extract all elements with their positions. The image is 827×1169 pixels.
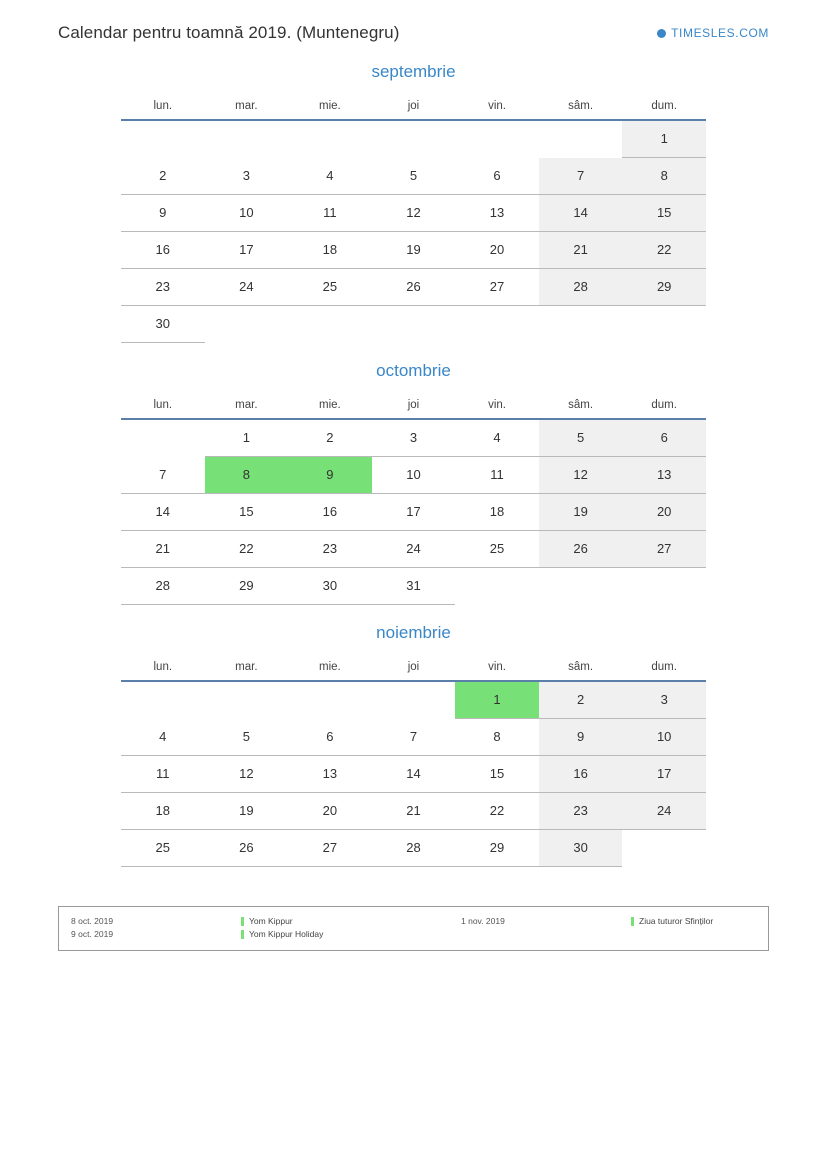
day-number: 19 bbox=[239, 803, 254, 818]
day-number: 27 bbox=[322, 840, 338, 855]
day-cell[interactable] bbox=[121, 232, 205, 269]
day-cell[interactable] bbox=[622, 719, 706, 756]
day-cell[interactable] bbox=[622, 232, 706, 269]
week-row bbox=[121, 269, 706, 306]
weekday-header: dum. bbox=[622, 657, 706, 681]
month-title: octombrie bbox=[376, 361, 451, 380]
week-row bbox=[121, 793, 706, 830]
day-number: 18 bbox=[489, 504, 505, 519]
weekday-header: joi bbox=[372, 96, 456, 120]
day-cell[interactable] bbox=[622, 120, 706, 158]
day-number: 21 bbox=[406, 803, 421, 818]
month-table bbox=[121, 657, 706, 867]
day-cell[interactable] bbox=[455, 830, 539, 867]
day-number: 26 bbox=[239, 840, 254, 855]
day-cell[interactable] bbox=[121, 195, 205, 232]
day-cell-empty bbox=[288, 681, 372, 719]
day-cell[interactable] bbox=[372, 756, 456, 793]
day-number: 8 bbox=[660, 168, 668, 183]
day-cell-empty bbox=[539, 120, 623, 158]
day-cell[interactable] bbox=[539, 531, 623, 568]
day-number: 18 bbox=[322, 242, 338, 257]
day-cell[interactable] bbox=[372, 531, 456, 568]
day-cell[interactable] bbox=[622, 269, 706, 306]
day-cell[interactable] bbox=[205, 830, 289, 867]
week-row bbox=[121, 306, 706, 343]
day-cell[interactable] bbox=[121, 793, 205, 830]
day-cell-empty bbox=[288, 306, 372, 343]
day-number: 7 bbox=[409, 728, 418, 744]
day-number: 17 bbox=[656, 766, 672, 781]
day-cell[interactable] bbox=[455, 756, 539, 793]
day-cell[interactable] bbox=[372, 494, 456, 531]
day-cell-empty bbox=[622, 306, 706, 343]
week-row bbox=[121, 232, 706, 269]
day-number: 20 bbox=[489, 242, 505, 257]
day-cell[interactable] bbox=[539, 756, 623, 793]
day-cell[interactable] bbox=[372, 195, 456, 232]
day-number: 11 bbox=[323, 205, 337, 220]
day-cell[interactable] bbox=[455, 269, 539, 306]
day-number: 22 bbox=[239, 541, 254, 556]
day-number: 1 bbox=[660, 131, 668, 146]
day-number: 19 bbox=[573, 504, 588, 519]
week-row bbox=[121, 195, 706, 232]
day-number: 15 bbox=[489, 766, 505, 781]
day-cell[interactable] bbox=[372, 719, 456, 756]
month-title: noiembrie bbox=[376, 623, 451, 642]
weekday-header: mar. bbox=[205, 96, 289, 120]
month-block bbox=[58, 361, 769, 605]
day-number: 29 bbox=[239, 578, 254, 593]
weekday-header-row bbox=[121, 395, 706, 419]
weekday-header-row bbox=[121, 96, 706, 120]
weekday-header: sâm. bbox=[539, 96, 623, 120]
day-number: 16 bbox=[155, 242, 171, 257]
day-number: 11 bbox=[490, 467, 504, 482]
day-number: 3 bbox=[409, 430, 418, 445]
day-cell[interactable] bbox=[121, 269, 205, 306]
weekday-header: mie. bbox=[288, 395, 372, 419]
brand-logo[interactable] bbox=[657, 26, 769, 40]
day-number: 13 bbox=[489, 205, 505, 220]
month-block bbox=[58, 623, 769, 867]
day-number: 21 bbox=[155, 541, 171, 556]
day-number: 15 bbox=[239, 504, 254, 519]
page-header bbox=[58, 18, 769, 48]
day-cell[interactable] bbox=[288, 195, 372, 232]
day-number: 10 bbox=[239, 205, 254, 220]
weekday-header: mie. bbox=[288, 657, 372, 681]
day-cell[interactable] bbox=[622, 195, 706, 232]
calendar-grid-container bbox=[58, 62, 769, 885]
day-number: 6 bbox=[660, 430, 668, 445]
legend-row bbox=[71, 915, 756, 928]
day-cell[interactable] bbox=[288, 158, 372, 195]
day-cell[interactable] bbox=[539, 681, 623, 719]
day-number: 30 bbox=[322, 578, 338, 593]
day-cell[interactable] bbox=[121, 531, 205, 568]
day-cell[interactable] bbox=[205, 494, 289, 531]
page-title: Calendar pentru toamnă 2019. (Muntenegru) bbox=[58, 23, 400, 42]
day-number: 2 bbox=[326, 430, 334, 445]
weekday-header: mar. bbox=[205, 657, 289, 681]
week-row bbox=[121, 830, 706, 867]
day-number: 4 bbox=[326, 167, 334, 183]
day-number: 12 bbox=[239, 766, 254, 781]
brand-label: TIMESLES.COM bbox=[671, 26, 769, 40]
day-cell[interactable] bbox=[288, 531, 372, 568]
day-number: 27 bbox=[656, 541, 672, 556]
day-cell[interactable] bbox=[288, 568, 372, 605]
legend-box bbox=[58, 906, 769, 951]
day-number: 13 bbox=[656, 467, 672, 482]
day-number: 9 bbox=[326, 467, 334, 482]
day-number: 20 bbox=[322, 803, 338, 818]
weekday-header: vin. bbox=[455, 96, 539, 120]
weekday-header: sâm. bbox=[539, 395, 623, 419]
day-cell-holiday[interactable] bbox=[205, 457, 289, 494]
legend-date: 1 nov. 2019 bbox=[461, 916, 505, 926]
day-number: 11 bbox=[156, 766, 170, 781]
day-cell[interactable] bbox=[121, 306, 205, 343]
day-cell[interactable] bbox=[372, 830, 456, 867]
day-cell[interactable] bbox=[455, 793, 539, 830]
month-table bbox=[121, 395, 706, 605]
day-cell[interactable] bbox=[288, 830, 372, 867]
day-number: 2 bbox=[159, 167, 167, 183]
legend-holiday-name: Yom Kippur Holiday bbox=[249, 929, 324, 939]
month-table bbox=[121, 96, 706, 343]
day-cell[interactable] bbox=[288, 419, 372, 457]
weekday-header: lun. bbox=[121, 395, 205, 419]
day-number: 22 bbox=[489, 803, 505, 818]
day-cell[interactable] bbox=[539, 232, 623, 269]
holiday-color-swatch bbox=[241, 930, 244, 939]
day-cell[interactable] bbox=[205, 568, 289, 605]
day-number: 16 bbox=[573, 766, 588, 781]
day-cell-empty bbox=[539, 306, 623, 343]
day-cell[interactable] bbox=[205, 419, 289, 457]
day-cell-empty bbox=[121, 419, 205, 457]
day-cell[interactable] bbox=[539, 158, 623, 195]
day-cell-empty bbox=[622, 568, 706, 605]
day-cell[interactable] bbox=[288, 756, 372, 793]
day-number: 19 bbox=[406, 242, 421, 257]
legend-date: 9 oct. 2019 bbox=[71, 929, 114, 939]
day-number: 9 bbox=[576, 729, 585, 744]
day-number: 12 bbox=[406, 205, 421, 220]
day-number: 3 bbox=[660, 692, 668, 707]
day-cell[interactable] bbox=[539, 419, 623, 457]
day-cell[interactable] bbox=[121, 756, 205, 793]
day-number: 8 bbox=[242, 467, 250, 482]
weekday-header: dum. bbox=[622, 395, 706, 419]
day-cell-empty bbox=[372, 681, 456, 719]
week-row bbox=[121, 756, 706, 793]
day-cell-holiday[interactable] bbox=[288, 457, 372, 494]
month-title: septembrie bbox=[371, 62, 456, 81]
weekday-header: lun. bbox=[121, 96, 205, 120]
legend-entry bbox=[71, 928, 461, 941]
weekday-header: vin. bbox=[455, 395, 539, 419]
day-cell[interactable] bbox=[205, 158, 289, 195]
weekday-header-row bbox=[121, 657, 706, 681]
day-number: 29 bbox=[656, 279, 672, 294]
day-number: 6 bbox=[493, 167, 501, 183]
day-cell[interactable] bbox=[205, 756, 289, 793]
day-number: 2 bbox=[576, 692, 585, 707]
day-cell-holiday[interactable] bbox=[455, 681, 539, 719]
month-block bbox=[58, 62, 769, 343]
day-cell[interactable] bbox=[372, 568, 456, 605]
day-number: 27 bbox=[489, 279, 505, 294]
day-cell-empty bbox=[288, 120, 372, 158]
day-number: 25 bbox=[155, 840, 171, 855]
day-number: 17 bbox=[239, 242, 254, 257]
legend-date: 8 oct. 2019 bbox=[71, 916, 114, 926]
day-number: 10 bbox=[406, 467, 421, 482]
day-number: 25 bbox=[322, 279, 338, 294]
day-cell-empty bbox=[121, 120, 205, 158]
holiday-color-swatch bbox=[241, 917, 244, 926]
day-cell[interactable] bbox=[539, 793, 623, 830]
day-cell[interactable] bbox=[121, 719, 205, 756]
day-number: 14 bbox=[573, 205, 588, 220]
day-number: 15 bbox=[656, 205, 672, 220]
day-number: 9 bbox=[159, 205, 167, 220]
day-number: 12 bbox=[573, 467, 588, 482]
holiday-color-swatch bbox=[631, 917, 634, 926]
day-cell[interactable] bbox=[539, 494, 623, 531]
day-number: 22 bbox=[656, 242, 672, 257]
day-number: 1 bbox=[242, 430, 250, 445]
day-number: 7 bbox=[576, 167, 585, 183]
day-cell[interactable] bbox=[622, 681, 706, 719]
day-cell[interactable] bbox=[372, 793, 456, 830]
day-cell[interactable] bbox=[622, 457, 706, 494]
day-number: 5 bbox=[242, 728, 250, 744]
day-cell[interactable] bbox=[288, 494, 372, 531]
day-cell[interactable] bbox=[121, 830, 205, 867]
day-cell[interactable] bbox=[455, 419, 539, 457]
day-cell[interactable] bbox=[622, 756, 706, 793]
day-cell[interactable] bbox=[455, 232, 539, 269]
day-cell[interactable] bbox=[372, 419, 456, 457]
day-cell[interactable] bbox=[121, 158, 205, 195]
day-number: 28 bbox=[573, 279, 588, 294]
day-cell[interactable] bbox=[455, 158, 539, 195]
day-number: 30 bbox=[573, 840, 588, 855]
day-cell-empty bbox=[539, 568, 623, 605]
day-number: 25 bbox=[489, 541, 505, 556]
day-number: 1 bbox=[493, 692, 501, 707]
day-cell[interactable] bbox=[372, 158, 456, 195]
day-cell[interactable] bbox=[455, 457, 539, 494]
legend-entry bbox=[71, 915, 461, 928]
day-number: 31 bbox=[406, 578, 421, 593]
day-cell-empty bbox=[205, 681, 289, 719]
week-row bbox=[121, 568, 706, 605]
week-row bbox=[121, 419, 706, 457]
day-cell[interactable] bbox=[455, 494, 539, 531]
day-cell[interactable] bbox=[539, 457, 623, 494]
day-number: 6 bbox=[326, 728, 334, 744]
day-cell[interactable] bbox=[205, 531, 289, 568]
day-cell[interactable] bbox=[455, 195, 539, 232]
day-cell[interactable] bbox=[455, 531, 539, 568]
day-cell-empty bbox=[622, 830, 706, 867]
day-number: 18 bbox=[155, 803, 171, 818]
day-cell[interactable] bbox=[121, 568, 205, 605]
day-number: 29 bbox=[489, 840, 505, 855]
day-number: 23 bbox=[573, 803, 588, 818]
day-cell[interactable] bbox=[372, 457, 456, 494]
day-cell[interactable] bbox=[622, 531, 706, 568]
day-number: 8 bbox=[493, 729, 501, 744]
day-cell[interactable] bbox=[121, 457, 205, 494]
day-number: 5 bbox=[576, 430, 585, 445]
weekday-header: mar. bbox=[205, 395, 289, 419]
weekday-header: joi bbox=[372, 657, 456, 681]
day-number: 24 bbox=[406, 541, 421, 556]
day-cell-empty bbox=[121, 681, 205, 719]
day-cell[interactable] bbox=[539, 830, 623, 867]
week-row bbox=[121, 494, 706, 531]
day-number: 7 bbox=[159, 466, 167, 482]
day-cell-empty bbox=[372, 120, 456, 158]
day-number: 14 bbox=[155, 504, 171, 519]
day-cell-empty bbox=[455, 568, 539, 605]
day-number: 30 bbox=[155, 316, 171, 331]
day-number: 28 bbox=[406, 840, 421, 855]
week-row bbox=[121, 681, 706, 719]
day-cell-empty bbox=[372, 306, 456, 343]
day-number: 26 bbox=[406, 279, 421, 294]
day-number: 23 bbox=[322, 541, 338, 556]
day-number: 20 bbox=[656, 504, 672, 519]
day-cell[interactable] bbox=[622, 793, 706, 830]
day-cell-empty bbox=[455, 120, 539, 158]
day-number: 26 bbox=[573, 541, 588, 556]
day-cell-empty bbox=[205, 306, 289, 343]
legend-entry bbox=[461, 915, 756, 928]
day-cell[interactable] bbox=[622, 494, 706, 531]
week-row bbox=[121, 531, 706, 568]
legend-row bbox=[71, 928, 756, 941]
day-number: 13 bbox=[322, 766, 338, 781]
day-cell[interactable] bbox=[622, 419, 706, 457]
day-cell[interactable] bbox=[121, 494, 205, 531]
weekday-header: vin. bbox=[455, 657, 539, 681]
day-cell[interactable] bbox=[205, 195, 289, 232]
day-number: 28 bbox=[155, 578, 171, 593]
week-row bbox=[121, 158, 706, 195]
day-number: 3 bbox=[242, 167, 250, 183]
day-cell[interactable] bbox=[539, 195, 623, 232]
day-cell-empty bbox=[205, 120, 289, 158]
day-number: 17 bbox=[406, 504, 421, 519]
day-cell[interactable] bbox=[205, 719, 289, 756]
day-cell[interactable] bbox=[622, 158, 706, 195]
day-cell[interactable] bbox=[455, 719, 539, 756]
day-cell[interactable] bbox=[372, 232, 456, 269]
day-cell[interactable] bbox=[539, 269, 623, 306]
day-number: 16 bbox=[322, 504, 338, 519]
legend-holiday-name: Ziua tuturor Sfinților bbox=[639, 916, 714, 926]
weekday-header: sâm. bbox=[539, 657, 623, 681]
day-cell[interactable] bbox=[288, 793, 372, 830]
day-cell[interactable] bbox=[372, 269, 456, 306]
day-number: 4 bbox=[493, 430, 501, 445]
day-number: 5 bbox=[409, 167, 418, 183]
day-cell[interactable] bbox=[288, 269, 372, 306]
day-number: 24 bbox=[239, 279, 254, 294]
day-cell[interactable] bbox=[205, 232, 289, 269]
day-number: 23 bbox=[155, 279, 171, 294]
day-number: 14 bbox=[406, 766, 421, 781]
clock-icon bbox=[657, 29, 666, 38]
day-cell-empty bbox=[455, 306, 539, 343]
weekday-header: dum. bbox=[622, 96, 706, 120]
legend-holiday-name: Yom Kippur bbox=[249, 916, 293, 926]
week-row bbox=[121, 719, 706, 756]
weekday-header: lun. bbox=[121, 657, 205, 681]
day-number: 21 bbox=[573, 242, 588, 257]
week-row bbox=[121, 457, 706, 494]
day-cell[interactable] bbox=[205, 793, 289, 830]
day-cell[interactable] bbox=[205, 269, 289, 306]
day-cell[interactable] bbox=[288, 719, 372, 756]
day-number: 24 bbox=[656, 803, 672, 818]
weekday-header: joi bbox=[372, 395, 456, 419]
day-number: 4 bbox=[159, 728, 167, 744]
day-cell[interactable] bbox=[288, 232, 372, 269]
day-number: 10 bbox=[656, 729, 672, 744]
day-cell[interactable] bbox=[539, 719, 623, 756]
week-row bbox=[121, 120, 706, 158]
weekday-header: mie. bbox=[288, 96, 372, 120]
